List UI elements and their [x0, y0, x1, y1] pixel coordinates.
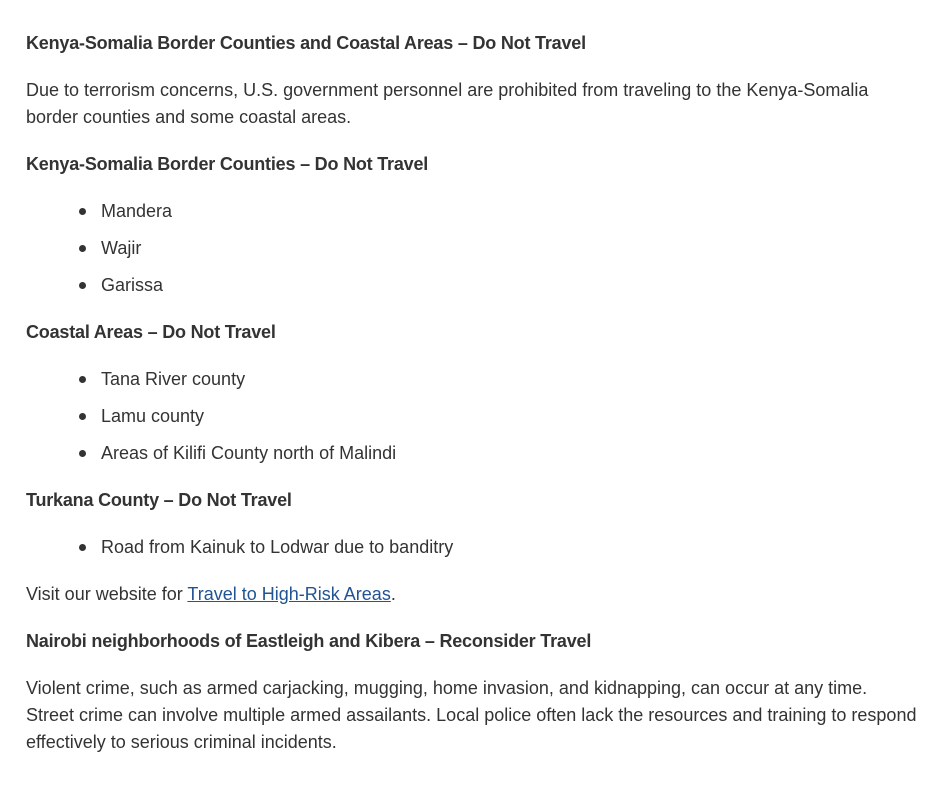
list-item — [26, 534, 918, 561]
high-risk-areas-link[interactable]: Travel to High-Risk Areas — [187, 584, 391, 604]
bullet-icon — [79, 245, 86, 252]
bullet-icon — [79, 282, 86, 289]
list-item — [26, 440, 918, 467]
border-counties-list — [26, 198, 918, 299]
bullet-icon — [79, 376, 86, 383]
list-item — [26, 366, 918, 393]
border-counties-heading: Kenya-Somalia Border Counties – Do Not Travel — [26, 154, 429, 174]
visit-prefix-text: Visit our website for — [26, 584, 188, 604]
nairobi-paragraph: Violent crime, such as armed carjacking, mugging, home invasion, and kidnapping, can occur at any time. Street crime can involve multiple armed assailants. Local police often lack the resources and training to respond effectively to serious criminal incidents. — [26, 678, 922, 752]
bullet-icon — [79, 208, 86, 215]
advisory-content — [26, 30, 922, 756]
list-item — [26, 403, 918, 430]
list-item — [26, 272, 918, 299]
list-item-text: Wajir — [101, 238, 142, 258]
list-item — [26, 235, 918, 262]
nairobi-heading: Nairobi neighborhoods of Eastleigh and Kibera – Reconsider Travel — [26, 631, 592, 651]
list-item-text: Road from Kainuk to Lodwar due to banditry — [101, 537, 454, 557]
visit-suffix-text: . — [390, 584, 396, 604]
bullet-icon — [79, 544, 86, 551]
border-coastal-paragraph: Due to terrorism concerns, U.S. government personnel are prohibited from traveling to the Kenya-Somalia border counties and some coastal areas. — [26, 80, 869, 127]
border-coastal-heading: Kenya-Somalia Border Counties and Coastal Areas – Do Not Travel — [26, 33, 586, 53]
bullet-icon — [79, 413, 86, 420]
list-item-text: Tana River county — [101, 369, 246, 389]
list-item-text: Areas of Kilifi County north of Malindi — [101, 443, 397, 463]
list-item-text: Garissa — [101, 275, 164, 295]
coastal-list — [26, 366, 918, 467]
list-item-text: Mandera — [101, 201, 173, 221]
list-item-text: Lamu county — [101, 406, 205, 426]
turkana-heading: Turkana County – Do Not Travel — [26, 490, 292, 510]
visit-website-line — [26, 581, 918, 608]
coastal-heading: Coastal Areas – Do Not Travel — [26, 322, 276, 342]
bullet-icon — [79, 450, 86, 457]
turkana-list — [26, 534, 918, 561]
list-item — [26, 198, 918, 225]
